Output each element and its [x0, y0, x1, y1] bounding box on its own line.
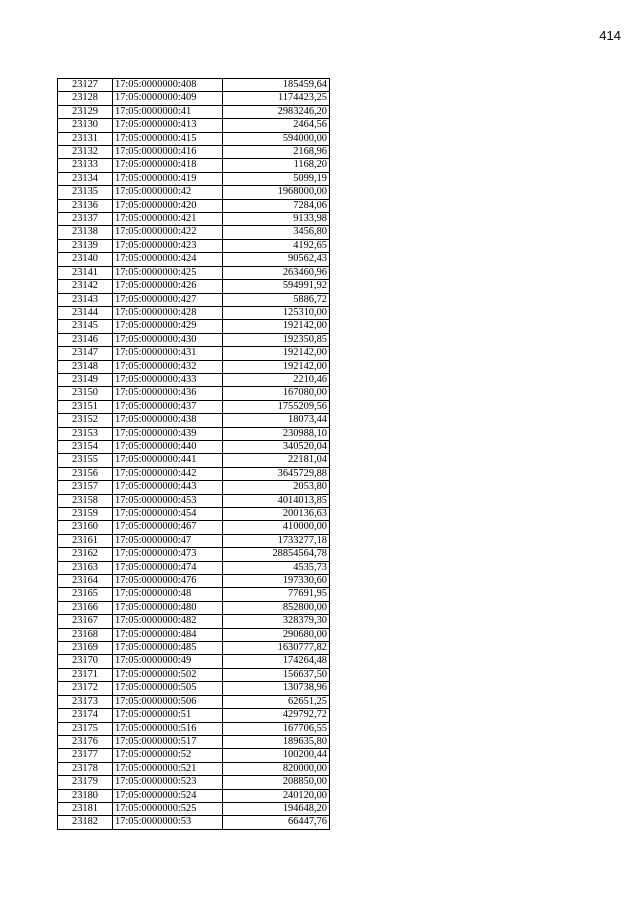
- row-number-cell: 23142: [58, 280, 113, 293]
- value-cell: 90562,43: [223, 253, 330, 266]
- value-cell: 1968000,00: [223, 186, 330, 199]
- row-number-cell: 23178: [58, 762, 113, 775]
- table-row: [58, 92, 330, 105]
- row-number-cell: 23133: [58, 159, 113, 172]
- value-cell: 594000,00: [223, 132, 330, 145]
- row-number-cell: 23162: [58, 548, 113, 561]
- row-number-cell: 23138: [58, 226, 113, 239]
- row-number-cell: 23163: [58, 561, 113, 574]
- row-number-cell: 23180: [58, 789, 113, 802]
- value-cell: 1733277,18: [223, 534, 330, 547]
- cadastral-number-cell: 17:05:0000000:431: [113, 347, 223, 360]
- value-cell: 125310,00: [223, 306, 330, 319]
- row-number-cell: 23164: [58, 575, 113, 588]
- value-cell: 22181,04: [223, 454, 330, 467]
- table-row: [58, 320, 330, 333]
- table-row: [58, 414, 330, 427]
- table-row: [58, 440, 330, 453]
- table-row: [58, 387, 330, 400]
- row-number-cell: 23143: [58, 293, 113, 306]
- table-row: [58, 682, 330, 695]
- row-number-cell: 23139: [58, 239, 113, 252]
- value-cell: 5886,72: [223, 293, 330, 306]
- table-row: [58, 534, 330, 547]
- value-cell: 192142,00: [223, 360, 330, 373]
- row-number-cell: 23151: [58, 400, 113, 413]
- table-row: [58, 655, 330, 668]
- table-row: [58, 186, 330, 199]
- row-number-cell: 23129: [58, 105, 113, 118]
- row-number-cell: 23154: [58, 440, 113, 453]
- cadastral-number-cell: 17:05:0000000:473: [113, 548, 223, 561]
- cadastral-number-cell: 17:05:0000000:408: [113, 79, 223, 92]
- cadastral-number-cell: 17:05:0000000:429: [113, 320, 223, 333]
- value-cell: 5099,19: [223, 172, 330, 185]
- table-row: [58, 306, 330, 319]
- table-row: [58, 280, 330, 293]
- table-row: [58, 132, 330, 145]
- cadastral-number-cell: 17:05:0000000:421: [113, 213, 223, 226]
- row-number-cell: 23146: [58, 333, 113, 346]
- value-cell: 410000,00: [223, 521, 330, 534]
- cadastral-number-cell: 17:05:0000000:424: [113, 253, 223, 266]
- row-number-cell: 23160: [58, 521, 113, 534]
- value-cell: 230988,10: [223, 427, 330, 440]
- value-cell: 192350,85: [223, 333, 330, 346]
- value-cell: 1168,20: [223, 159, 330, 172]
- value-cell: 852800,00: [223, 601, 330, 614]
- table-row: [58, 119, 330, 132]
- cadastral-number-cell: 17:05:0000000:523: [113, 776, 223, 789]
- cadastral-number-cell: 17:05:0000000:453: [113, 494, 223, 507]
- value-cell: 429792,72: [223, 709, 330, 722]
- table-row: [58, 146, 330, 159]
- row-number-cell: 23140: [58, 253, 113, 266]
- cadastral-number-cell: 17:05:0000000:420: [113, 199, 223, 212]
- row-number-cell: 23168: [58, 628, 113, 641]
- row-number-cell: 23171: [58, 668, 113, 681]
- value-cell: 7284,06: [223, 199, 330, 212]
- row-number-cell: 23155: [58, 454, 113, 467]
- cadastral-number-cell: 17:05:0000000:409: [113, 92, 223, 105]
- value-cell: 156637,50: [223, 668, 330, 681]
- table-row: [58, 213, 330, 226]
- table-row: [58, 79, 330, 92]
- table-row: [58, 266, 330, 279]
- row-number-cell: 23153: [58, 427, 113, 440]
- cadastral-number-cell: 17:05:0000000:438: [113, 414, 223, 427]
- row-number-cell: 23145: [58, 320, 113, 333]
- cadastral-number-cell: 17:05:0000000:454: [113, 508, 223, 521]
- row-number-cell: 23167: [58, 615, 113, 628]
- value-cell: 4014013,85: [223, 494, 330, 507]
- cadastral-number-cell: 17:05:0000000:53: [113, 816, 223, 829]
- cadastral-number-cell: 17:05:0000000:415: [113, 132, 223, 145]
- cadastral-number-cell: 17:05:0000000:524: [113, 789, 223, 802]
- value-cell: 208850,00: [223, 776, 330, 789]
- cadastral-number-cell: 17:05:0000000:480: [113, 601, 223, 614]
- table-row: [58, 454, 330, 467]
- value-cell: 1630777,82: [223, 642, 330, 655]
- value-cell: 2464,56: [223, 119, 330, 132]
- row-number-cell: 23174: [58, 709, 113, 722]
- value-cell: 263460,96: [223, 266, 330, 279]
- row-number-cell: 23175: [58, 722, 113, 735]
- table-row: [58, 333, 330, 346]
- cadastral-number-cell: 17:05:0000000:52: [113, 749, 223, 762]
- table-row: [58, 642, 330, 655]
- cadastral-number-cell: 17:05:0000000:418: [113, 159, 223, 172]
- cadastral-number-cell: 17:05:0000000:48: [113, 588, 223, 601]
- row-number-cell: 23135: [58, 186, 113, 199]
- value-cell: 3645729,88: [223, 467, 330, 480]
- row-number-cell: 23132: [58, 146, 113, 159]
- table-row: [58, 816, 330, 829]
- row-number-cell: 23182: [58, 816, 113, 829]
- value-cell: 66447,76: [223, 816, 330, 829]
- row-number-cell: 23137: [58, 213, 113, 226]
- cadastral-value-table: [57, 78, 330, 830]
- value-cell: 62651,25: [223, 695, 330, 708]
- cadastral-number-cell: 17:05:0000000:474: [113, 561, 223, 574]
- table-row: [58, 199, 330, 212]
- cadastral-number-cell: 17:05:0000000:521: [113, 762, 223, 775]
- row-number-cell: 23131: [58, 132, 113, 145]
- row-number-cell: 23166: [58, 601, 113, 614]
- cadastral-number-cell: 17:05:0000000:516: [113, 722, 223, 735]
- table-row: [58, 347, 330, 360]
- table-row: [58, 668, 330, 681]
- cadastral-number-cell: 17:05:0000000:442: [113, 467, 223, 480]
- cadastral-number-cell: 17:05:0000000:430: [113, 333, 223, 346]
- value-cell: 820000,00: [223, 762, 330, 775]
- row-number-cell: 23149: [58, 373, 113, 386]
- cadastral-number-cell: 17:05:0000000:49: [113, 655, 223, 668]
- value-cell: 2983246,20: [223, 105, 330, 118]
- row-number-cell: 23130: [58, 119, 113, 132]
- cadastral-number-cell: 17:05:0000000:436: [113, 387, 223, 400]
- table-row: [58, 709, 330, 722]
- table-row: [58, 508, 330, 521]
- cadastral-number-cell: 17:05:0000000:428: [113, 306, 223, 319]
- table-row: [58, 615, 330, 628]
- table-row: [58, 481, 330, 494]
- cadastral-number-cell: 17:05:0000000:427: [113, 293, 223, 306]
- value-cell: 200136,63: [223, 508, 330, 521]
- value-cell: 290680,00: [223, 628, 330, 641]
- value-cell: 2210,46: [223, 373, 330, 386]
- cadastral-number-cell: 17:05:0000000:467: [113, 521, 223, 534]
- value-cell: 185459,64: [223, 79, 330, 92]
- row-number-cell: 23170: [58, 655, 113, 668]
- row-number-cell: 23176: [58, 735, 113, 748]
- cadastral-number-cell: 17:05:0000000:433: [113, 373, 223, 386]
- table-row: [58, 172, 330, 185]
- value-cell: 167080,00: [223, 387, 330, 400]
- row-number-cell: 23172: [58, 682, 113, 695]
- row-number-cell: 23127: [58, 79, 113, 92]
- cadastral-number-cell: 17:05:0000000:502: [113, 668, 223, 681]
- cadastral-number-cell: 17:05:0000000:525: [113, 802, 223, 815]
- row-number-cell: 23147: [58, 347, 113, 360]
- cadastral-number-cell: 17:05:0000000:42: [113, 186, 223, 199]
- table-row: [58, 628, 330, 641]
- cadastral-number-cell: 17:05:0000000:506: [113, 695, 223, 708]
- cadastral-number-cell: 17:05:0000000:423: [113, 239, 223, 252]
- row-number-cell: 23177: [58, 749, 113, 762]
- value-cell: 194648,20: [223, 802, 330, 815]
- table-row: [58, 373, 330, 386]
- cadastral-number-cell: 17:05:0000000:426: [113, 280, 223, 293]
- table-row: [58, 253, 330, 266]
- table-row: [58, 735, 330, 748]
- cadastral-number-cell: 17:05:0000000:482: [113, 615, 223, 628]
- value-cell: 174264,48: [223, 655, 330, 668]
- table-row: [58, 521, 330, 534]
- value-cell: 28854564,78: [223, 548, 330, 561]
- row-number-cell: 23169: [58, 642, 113, 655]
- table-row: [58, 762, 330, 775]
- table-row: [58, 561, 330, 574]
- value-cell: 77691,95: [223, 588, 330, 601]
- value-cell: 2053,80: [223, 481, 330, 494]
- table-row: [58, 601, 330, 614]
- table-body: [58, 79, 330, 830]
- table-row: [58, 494, 330, 507]
- table-row: [58, 802, 330, 815]
- cadastral-number-cell: 17:05:0000000:432: [113, 360, 223, 373]
- table-row: [58, 427, 330, 440]
- table-row: [58, 789, 330, 802]
- row-number-cell: 23152: [58, 414, 113, 427]
- value-cell: 130738,96: [223, 682, 330, 695]
- row-number-cell: 23179: [58, 776, 113, 789]
- row-number-cell: 23144: [58, 306, 113, 319]
- value-cell: 4192,65: [223, 239, 330, 252]
- cadastral-number-cell: 17:05:0000000:437: [113, 400, 223, 413]
- value-cell: 340520,04: [223, 440, 330, 453]
- table-row: [58, 400, 330, 413]
- cadastral-number-cell: 17:05:0000000:51: [113, 709, 223, 722]
- cadastral-number-cell: 17:05:0000000:422: [113, 226, 223, 239]
- cadastral-number-cell: 17:05:0000000:41: [113, 105, 223, 118]
- value-cell: 3456,80: [223, 226, 330, 239]
- page-number: 414: [599, 28, 621, 43]
- row-number-cell: 23161: [58, 534, 113, 547]
- cadastral-number-cell: 17:05:0000000:419: [113, 172, 223, 185]
- cadastral-number-cell: 17:05:0000000:505: [113, 682, 223, 695]
- cadastral-number-cell: 17:05:0000000:425: [113, 266, 223, 279]
- cadastral-number-cell: 17:05:0000000:517: [113, 735, 223, 748]
- table-row: [58, 776, 330, 789]
- table-row: [58, 695, 330, 708]
- table-row: [58, 105, 330, 118]
- table-row: [58, 467, 330, 480]
- value-cell: 189635,80: [223, 735, 330, 748]
- cadastral-number-cell: 17:05:0000000:439: [113, 427, 223, 440]
- row-number-cell: 23173: [58, 695, 113, 708]
- cadastral-number-cell: 17:05:0000000:416: [113, 146, 223, 159]
- table-row: [58, 749, 330, 762]
- value-cell: 594991,92: [223, 280, 330, 293]
- value-cell: 100200,44: [223, 749, 330, 762]
- row-number-cell: 23136: [58, 199, 113, 212]
- value-cell: 4535,73: [223, 561, 330, 574]
- table-row: [58, 588, 330, 601]
- row-number-cell: 23157: [58, 481, 113, 494]
- value-cell: 1174423,25: [223, 92, 330, 105]
- table-row: [58, 722, 330, 735]
- value-cell: 328379,30: [223, 615, 330, 628]
- row-number-cell: 23134: [58, 172, 113, 185]
- value-cell: 9133,98: [223, 213, 330, 226]
- row-number-cell: 23128: [58, 92, 113, 105]
- row-number-cell: 23158: [58, 494, 113, 507]
- cadastral-number-cell: 17:05:0000000:485: [113, 642, 223, 655]
- table-row: [58, 159, 330, 172]
- row-number-cell: 23159: [58, 508, 113, 521]
- table-row: [58, 360, 330, 373]
- row-number-cell: 23165: [58, 588, 113, 601]
- table-row: [58, 239, 330, 252]
- value-cell: 240120,00: [223, 789, 330, 802]
- cadastral-number-cell: 17:05:0000000:413: [113, 119, 223, 132]
- cadastral-number-cell: 17:05:0000000:47: [113, 534, 223, 547]
- row-number-cell: 23156: [58, 467, 113, 480]
- table-row: [58, 226, 330, 239]
- cadastral-number-cell: 17:05:0000000:484: [113, 628, 223, 641]
- row-number-cell: 23150: [58, 387, 113, 400]
- row-number-cell: 23141: [58, 266, 113, 279]
- cadastral-number-cell: 17:05:0000000:440: [113, 440, 223, 453]
- value-cell: 192142,00: [223, 347, 330, 360]
- value-cell: 167706,55: [223, 722, 330, 735]
- cadastral-number-cell: 17:05:0000000:476: [113, 575, 223, 588]
- row-number-cell: 23148: [58, 360, 113, 373]
- value-cell: 2168,96: [223, 146, 330, 159]
- value-cell: 1755209,56: [223, 400, 330, 413]
- value-cell: 192142,00: [223, 320, 330, 333]
- cadastral-number-cell: 17:05:0000000:441: [113, 454, 223, 467]
- table-row: [58, 293, 330, 306]
- value-cell: 18073,44: [223, 414, 330, 427]
- table-row: [58, 548, 330, 561]
- table-row: [58, 575, 330, 588]
- value-cell: 197330,60: [223, 575, 330, 588]
- cadastral-number-cell: 17:05:0000000:443: [113, 481, 223, 494]
- row-number-cell: 23181: [58, 802, 113, 815]
